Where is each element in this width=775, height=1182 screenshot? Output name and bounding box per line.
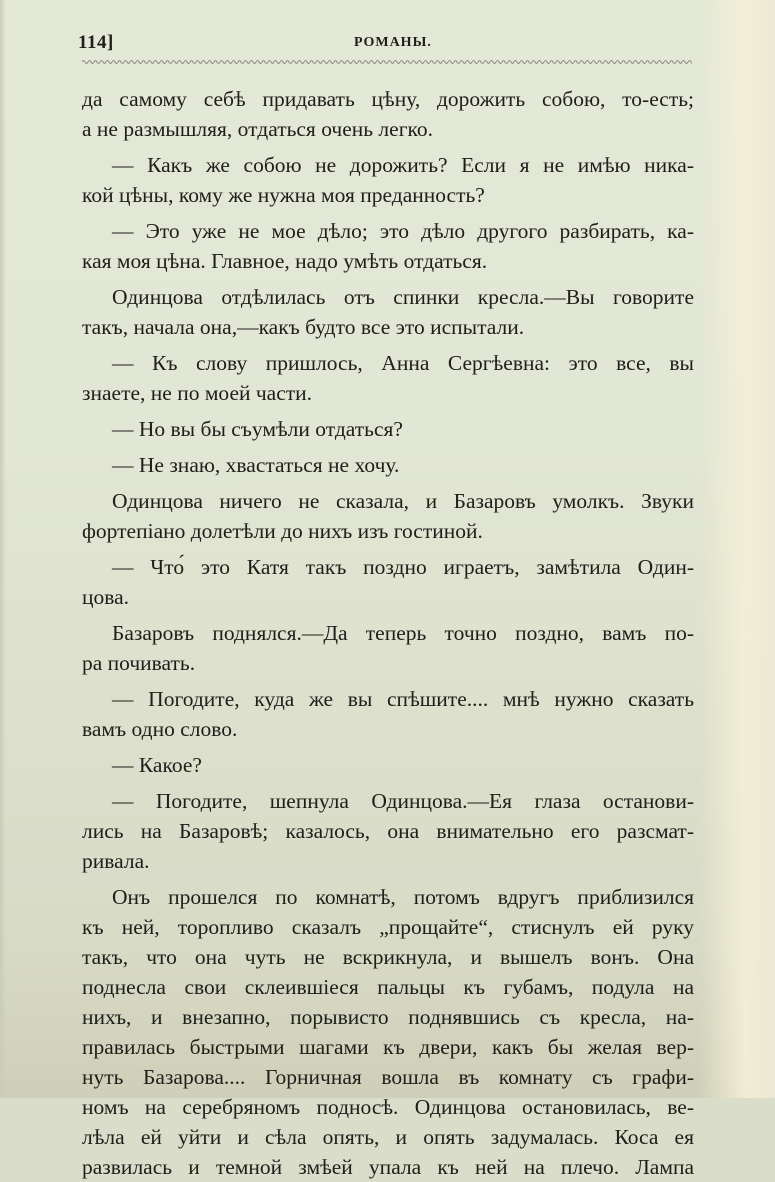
text-line: да самому себѣ придавать цѣну, дорожить собою, то-есть; [82,87,694,111]
text-line: Одинцова отдѣлилась отъ спинки кресла.—Вы говорите [112,285,694,309]
text-line: Онъ прошелся по комнатѣ, потомъ вдругъ приблизился [112,885,694,909]
text-line: кой цѣны, кому же нужна моя преданность? [82,183,485,207]
text-line: лѣла ей уйти и сѣла опять, и опять задумалась. Коса ея [82,1125,694,1149]
text-line: кая моя цѣна. Главное, надо умѣть отдаться. [82,249,488,273]
page-number: 114] [78,32,114,53]
text-line: — Не знаю, хвастаться не хочу. [112,453,400,477]
text-line: нуть Базарова.... Горничная вошла въ комнату съ графи- [82,1065,694,1089]
text-line: такъ, что она чуть не вскрикнула, и вышелъ вонъ. Она [82,945,694,969]
text-line: — Къ слову пришлось, Анна Сергѣевна: это все, вы [112,351,694,375]
text-line: нихъ, и внезапно, порывисто поднявшись съ кресла, на- [82,1005,694,1029]
text-line: лись на Базаровѣ; казалось, она внимательно его разсмат- [82,819,694,843]
text-line: цова. [82,585,130,609]
text-line: Одинцова ничего не сказала, и Базаровъ умолкъ. Звуки [112,489,694,513]
text-line: — Но вы бы съумѣли отдаться? [112,417,403,441]
text-line: — Что́ это Катя такъ поздно играетъ, замѣтила Один- [112,555,694,579]
text-line: знаете, не по моей части. [82,381,313,405]
text-line: Базаровъ поднялся.—Да теперь точно поздно, вамъ по- [112,621,694,645]
text-line: правилась быстрыми шагами къ двери, какъ бы желая вер- [82,1035,694,1059]
text-line: развилась и темной змѣей упала къ ней на плечо. Лампа [82,1155,694,1179]
text-line: такъ, начала она,—какъ будто все это испытали. [82,315,525,339]
text-line: вамъ одно слово. [82,717,238,741]
text-line: — Какое? [112,753,202,777]
wavy-header-rule [82,58,692,66]
text-line: поднесла свои склеившіеся пальцы къ губамъ, подула на [82,975,694,999]
text-line: къ ней, торопливо сказалъ „прощайте“, стиснулъ ей руку [82,915,694,939]
text-line: — Это уже не мое дѣло; это дѣло другого разбирать, ка- [112,219,694,243]
text-line: — Какъ же собою не дорожить? Если я не имѣю ника- [112,153,694,177]
text-line: а не размышляя, отдаться очень легко. [82,117,434,141]
page-edge-shadow [0,0,6,1098]
text-line: ра почивать. [82,651,196,675]
body-text [82,84,694,1182]
text-line: номъ на серебряномъ подносѣ. Одинцова остановилась, ве- [82,1095,694,1119]
text-line: — Погодите, шепнула Одинцова.—Ея глаза останови- [112,789,694,813]
text-line: — Погодите, куда же вы спѣшите.... мнѣ нужно сказать [112,687,694,711]
text-line: ривала. [82,849,150,873]
running-title: РОМАНЫ. [354,35,432,50]
page-header [78,32,692,58]
text-line: фортепіано долетѣли до нихъ изъ гостиной. [82,519,483,543]
